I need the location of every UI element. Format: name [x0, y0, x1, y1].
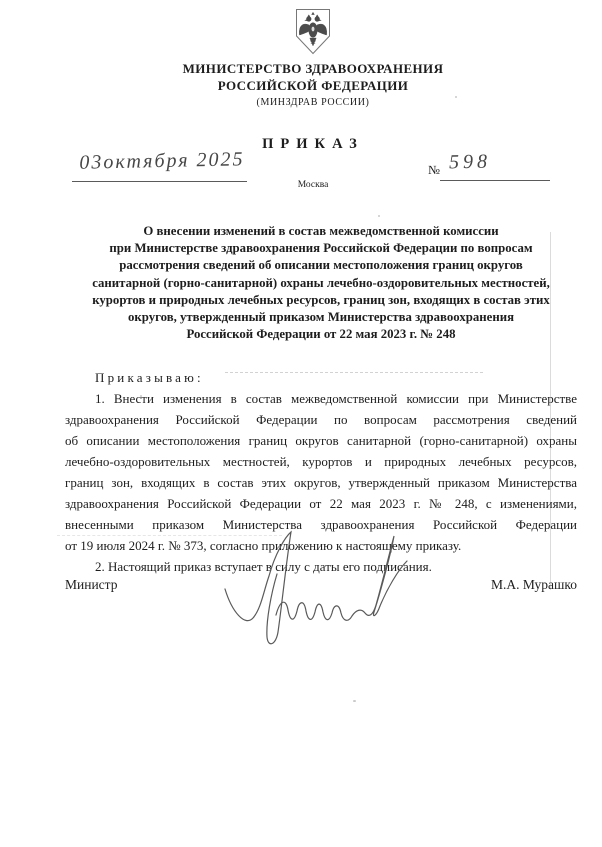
- scan-artifact-vertical-line: [550, 232, 551, 590]
- scan-artifact-dashed-line: [57, 535, 282, 536]
- title-line: рассмотрения сведений об описании местоположения границ округов: [119, 258, 523, 273]
- ministry-name-line1: МИНИСТЕРСТВО ЗДРАВООХРАНЕНИЯ: [182, 61, 444, 76]
- title-line: О внесении изменений в состав межведомственной комиссии: [143, 224, 499, 238]
- paragraph1-line: от 19 июля 2024 г. № 373, согласно приложению к настоящему приказу.: [65, 538, 462, 553]
- paragraph1-line: здравоохранения Российской Федерации по вопросам рассмотрения сведений: [65, 412, 577, 427]
- paragraph2: 2. Настоящий приказ вступает в силу с даты его подписания.: [95, 559, 432, 574]
- scan-speck: [353, 700, 356, 702]
- russian-coat-of-arms-icon: [295, 8, 331, 55]
- scan-artifact-dashed-line: [225, 372, 483, 373]
- paragraph1-line: внесенными приказом Министерства здравоохранения Российской Федерации: [65, 517, 577, 532]
- paragraph1-line: здравоохранения Российской Федерации от 22 мая 2023 г. № 248, с изменениями,: [65, 496, 577, 511]
- title-line: Российской Федерации от 22 мая 2023 г. № 248: [186, 327, 456, 342]
- title-line: курортов и природных лечебных ресурсов, границ зон, входящих в состав этих: [92, 292, 550, 307]
- order-title: [41, 223, 601, 343]
- paragraph1-line: 1. Внести изменения в состав межведомственной комиссии при Министерстве: [95, 391, 577, 406]
- paragraph1-line: границ зон, входящих в состав этих округов, утвержденный приказом Министерства: [65, 475, 577, 490]
- signatory-role: Министр: [65, 577, 118, 592]
- scan-speck: [455, 96, 457, 98]
- handwritten-signature-icon: [218, 524, 418, 664]
- title-line: округов, утвержденный приказом Министерства здравоохранения: [128, 310, 514, 325]
- city-label: Москва: [297, 180, 329, 190]
- number-sign-label: №: [428, 163, 440, 177]
- title-line: санитарной (горно-санитарной) охраны лечебно-оздоровительных местностей,: [92, 275, 550, 290]
- ministry-name-line2: РОССИЙСКОЙ ФЕДЕРАЦИИ: [217, 78, 409, 93]
- ministry-header: [12, 60, 602, 110]
- document-type-heading: ПРИКАЗ: [262, 136, 364, 152]
- scan-speck: [140, 395, 142, 397]
- handwritten-number: 598: [448, 150, 492, 174]
- order-intro: Приказываю:: [95, 370, 204, 385]
- handwritten-date: 03октября 2025: [79, 148, 245, 174]
- ministry-short-name: (МИНЗДРАВ РОССИИ): [256, 97, 370, 108]
- paragraph1-line: лечебно-оздоровительных местностей, курортов и природных лечебных ресурсов,: [65, 454, 577, 469]
- paragraph1-line: об описании местоположения границ округов санитарной (горно-санитарной) охраны: [65, 433, 577, 448]
- title-line: при Министерстве здравоохранения Российской Федерации по вопросам: [109, 241, 533, 256]
- scan-speck: [378, 215, 380, 217]
- signatory-name: М.А. Мурашко: [490, 577, 577, 592]
